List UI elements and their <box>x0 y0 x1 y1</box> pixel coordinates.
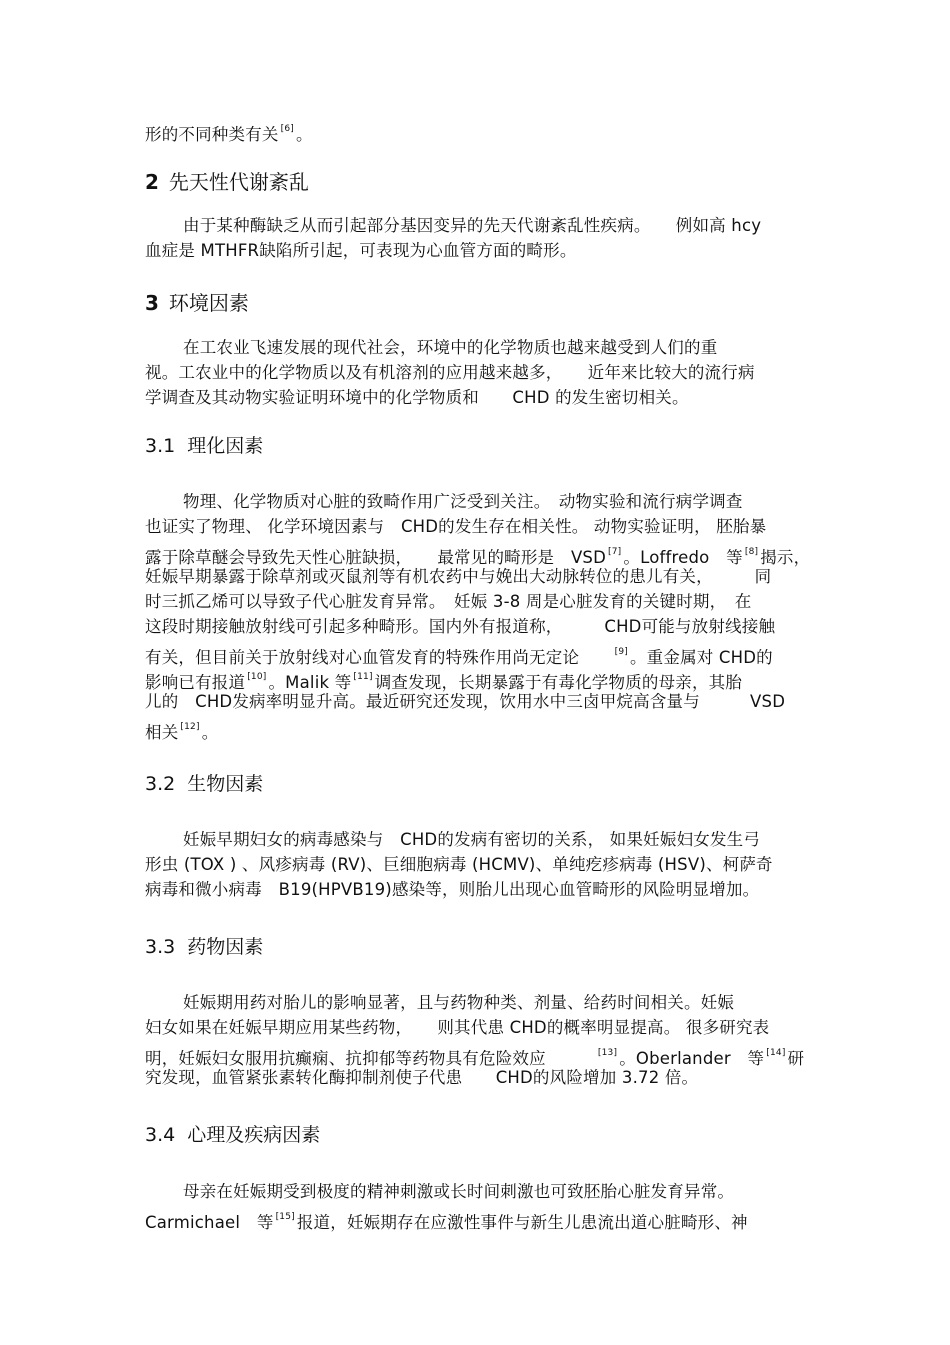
paragraph-line: 妇女如果在妊娠早期应用某些药物， 则其代患 CHD的概率明显提高。 很多研究表 <box>145 1018 770 1037</box>
subsection-heading: 3.3 药物因素 <box>145 936 264 958</box>
section-heading: 3 环境因素 <box>145 291 249 315</box>
citation-ref: [12] <box>180 722 200 732</box>
subsection-heading: 3.1 理化因素 <box>145 435 264 457</box>
paragraph-line: 也证实了物理、 化学环境因素与 CHD的发生存在相关性。 动物实验证明， 胚胎暴 <box>145 517 767 536</box>
citation-ref: [10] <box>247 672 267 682</box>
paragraph-line: 血症是 MTHFR缺陷所引起，可表现为心血管方面的畸形。 <box>145 241 577 260</box>
paragraph-line: 病毒和微小病毒 B19(HPVB19)感染等，则胎儿出现心血管畸形的风险明显增加。 <box>145 880 760 899</box>
paragraph-line: 视。工农业中的化学物质以及有机溶剂的应用越来越多， 近年来比较大的流行病 <box>145 363 755 382</box>
citation-ref: [13] <box>597 1048 618 1058</box>
paragraph-line: 妊娠早期暴露于除草剂或灭鼠剂等有机农药中与娩出大动脉转位的患儿有关， 同 <box>145 567 772 586</box>
subsection-heading: 3.4 心理及疾病因素 <box>145 1124 321 1146</box>
subsection-heading: 3.2 生物因素 <box>145 773 264 795</box>
citation-ref: [7] <box>608 547 622 557</box>
paragraph-line: 形虫 (TOX ) 、风疹病毒 (RV)、巨细胞病毒 (HCMV)、单纯疙疹病毒 (HSV)、柯萨奇 <box>145 855 773 874</box>
paragraph-line: 影响已有报道 [10] 。Malik 等 [11] 调查发现，长期暴露于有毒化学物质的母亲，其胎 <box>145 672 743 692</box>
paragraph-line: 这段时期接触放射线可引起多种畸形。国内外有报道称， CHD可能与放射线接触 <box>145 617 776 636</box>
paragraph-line: 明，妊娠妇女服用抗癫痫、抗抑郁等药物具有危险效应 [13] 。Oberlander 等 [14] 研 <box>145 1048 805 1068</box>
citation-ref: [15] <box>275 1212 295 1222</box>
paragraph-line: 形的不同种类有关 [6] 。 <box>145 124 313 144</box>
paragraph-line: 物理、化学物质对心脏的致畸作用广泛受到关注。 动物实验和流行病学调查 <box>183 492 743 511</box>
paragraph-line: 母亲在妊娠期受到极度的精神刺激或长时间刺激也可致胚胎心脏发育异常。 <box>183 1182 735 1201</box>
citation-ref: [6] <box>280 124 294 134</box>
paragraph-line: 在工农业飞速发展的现代社会，环境中的化学物质也越来越受到人们的重 <box>183 338 718 357</box>
paragraph-line: 儿的 CHD发病率明显升高。最近研究还发现，饮用水中三卤甲烷高含量与 VSD <box>145 692 786 711</box>
paragraph-line: Carmichael 等 [15] 报道，妊娠期存在应激性事件与新生儿患流出道心脏畸形、神 <box>145 1212 748 1232</box>
paragraph-line: 露于除草醚会导致先天性心脏缺损， 最常见的畸形是 VSD [7] 。Loffredo 等 [8] 揭示， <box>145 547 811 567</box>
citation-ref: [8] <box>744 547 759 557</box>
paragraph-line: 相关 [12] 。 <box>145 722 219 742</box>
paragraph-line: 由于某种酶缺乏从而引起部分基因变异的先天代谢紊乱性疾病。 例如高 hcy <box>183 216 762 235</box>
citation-ref: [14] <box>766 1048 786 1058</box>
citation-ref: [11] <box>353 672 373 682</box>
paragraph-line: 妊娠早期妇女的病毒感染与 CHD的发病有密切的关系， 如果妊娠妇女发生弓 <box>183 830 761 849</box>
paragraph-line: 时三抓乙烯可以导致子代心脏发育异常。 妊娠 3-8 周是心脏发育的关键时期， 在 <box>145 592 752 611</box>
paragraph-line: 妊娠期用药对胎儿的影响显著，且与药物种类、剂量、给药时间相关。妊娠 <box>183 993 735 1012</box>
paragraph-line: 学调查及其动物实验证明环境中的化学物质和 CHD 的发生密切相关。 <box>145 388 689 407</box>
paragraph-line: 究发现，血管紧张素转化酶抑制剂使子代患 CHD的风险增加 3.72 倍。 <box>145 1068 699 1087</box>
section-heading: 2 先天性代谢紊乱 <box>145 170 309 194</box>
paragraph-line: 有关，但目前关于放射线对心血管发育的特殊作用尚无定论 [9] 。重金属对 CHD的 <box>145 647 773 667</box>
citation-ref: [9] <box>614 647 628 657</box>
